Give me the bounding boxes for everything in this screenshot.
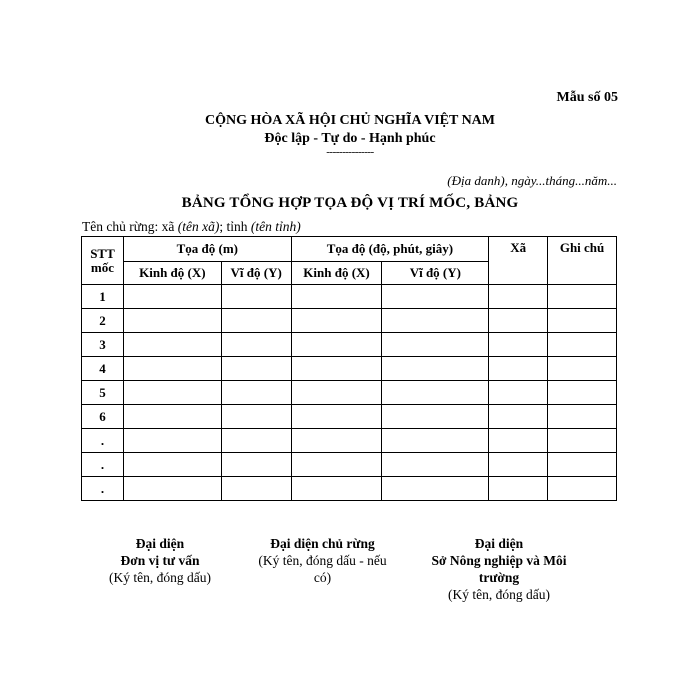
table-row [82,357,617,381]
table-cell [382,381,489,405]
table-row [82,381,617,405]
table-cell [291,477,382,501]
department-line2: Sở Nông nghiệp và Môi trường [431,553,567,585]
coordinates-table [81,236,617,501]
table-cell [123,285,221,309]
table-cell [123,405,221,429]
sub-lat-dms-header: Vĩ độ (Y) [382,262,489,285]
table-cell [548,285,617,309]
table-cell [123,333,221,357]
table-row [82,333,617,357]
col-stt-header: STT mốc [82,237,124,285]
consultant-line2: Đơn vị tư vấn [120,553,200,568]
table-cell [548,453,617,477]
table-cell [221,381,291,405]
table-cell [548,477,617,501]
document-title: BẢNG TỔNG HỢP TỌA ĐỘ VỊ TRÍ MỐC, BẢNG [181,195,519,211]
row-stt-cell: . [82,429,124,453]
table-cell [489,429,548,453]
table-cell [382,357,489,381]
col-coord-dms-header: Tọa độ (độ, phút, giây) [291,237,489,262]
signature-department [420,535,578,603]
national-motto: Độc lập - Tự do - Hạnh phúc [264,131,436,146]
table-cell [548,309,617,333]
owner-line1: Đại diện chủ rừng [270,536,375,551]
row-stt-cell: . [82,453,124,477]
row-stt-cell: 5 [82,381,124,405]
owner-province: (tên tỉnh) [250,219,301,234]
table-cell [221,357,291,381]
table-cell [123,429,221,453]
table-row [82,477,617,501]
table-cell [382,477,489,501]
signature-owner [255,535,390,586]
col-coord-m-header: Tọa độ (m) [123,237,291,262]
table-cell [382,309,489,333]
table-cell [548,357,617,381]
table-cell [123,309,221,333]
table-cell [221,333,291,357]
table-cell [548,381,617,405]
signature-consultant [95,535,225,586]
table-cell [291,381,382,405]
col-note-header: Ghi chú [548,237,617,285]
table-cell [548,429,617,453]
table-cell [221,285,291,309]
table-cell [548,405,617,429]
owner-commune: (tên xã) [177,219,220,234]
national-title: CỘNG HÒA XÃ HỘI CHỦ NGHĨA VIỆT NAM [204,113,495,128]
table-cell [123,381,221,405]
table-cell [221,453,291,477]
col-commune-header: Xã [489,237,548,285]
row-stt-cell: . [82,477,124,501]
table-cell [489,453,548,477]
table-cell [489,357,548,381]
table-cell [291,309,382,333]
owner-prefix: Tên chủ rừng: xã [82,219,178,234]
table-cell [291,333,382,357]
table-cell [548,333,617,357]
place-date-line: (Địa danh), ngày...tháng...năm... [447,173,617,188]
consultant-line3: (Ký tên, đóng dấu) [109,570,211,585]
table-cell [123,357,221,381]
row-stt-cell: 1 [82,285,124,309]
table-row [82,285,617,309]
consultant-line1: Đại diện [135,536,185,551]
owner-line2: (Ký tên, đóng dấu - nếu có) [258,553,387,585]
table-row [82,309,617,333]
row-stt-cell: 2 [82,309,124,333]
table-cell [489,285,548,309]
sub-lon-m-header: Kinh độ (X) [123,262,221,285]
table-cell [123,453,221,477]
owner-mid: ; tỉnh [219,219,251,234]
sub-lon-dms-header: Kinh độ (X) [291,262,382,285]
table-cell [382,333,489,357]
table-cell [382,453,489,477]
table-cell [221,309,291,333]
table-cell [123,477,221,501]
table-cell [291,285,382,309]
table-cell [489,309,548,333]
forest-owner-line [82,219,301,235]
table-row [82,453,617,477]
table-cell [489,477,548,501]
table-cell [291,429,382,453]
row-stt-cell: 6 [82,405,124,429]
table-cell [382,405,489,429]
table-cell [221,405,291,429]
sub-lat-m-header: Vĩ độ (Y) [221,262,291,285]
table-cell [382,285,489,309]
table-cell [221,429,291,453]
table-row [82,429,617,453]
table-cell [291,405,382,429]
table-cell [489,333,548,357]
table-cell [489,405,548,429]
department-line3: (Ký tên, đóng dấu) [448,587,550,602]
table-cell [291,453,382,477]
header-separator: --------------- [326,146,374,158]
form-number: Mẫu số 05 [556,90,618,105]
department-line1: Đại diện [474,536,524,551]
table-cell [291,357,382,381]
row-stt-cell: 3 [82,333,124,357]
table-cell [382,429,489,453]
table-row [82,405,617,429]
row-stt-cell: 4 [82,357,124,381]
table-cell [221,477,291,501]
table-cell [489,381,548,405]
